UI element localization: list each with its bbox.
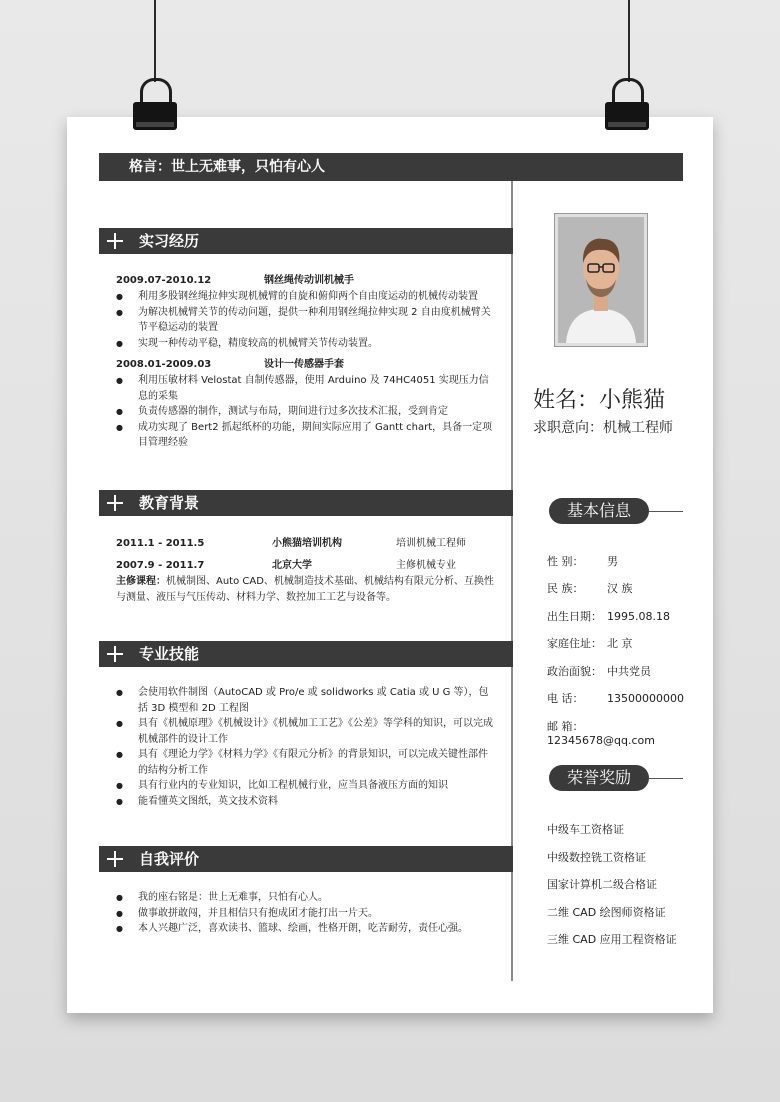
list-item: ● 利用压敏材料 Velostat 自制传感器，使用 Arduino 及 74HC4051 实现压力信息的采集 <box>116 373 496 404</box>
list-item: ● 为解决机械臂关节的传动问题，提供一种利用钢丝绳拉伸实现 2 自由度机械臂关节平稳运动的装置 <box>116 305 496 336</box>
plus-icon <box>107 851 123 867</box>
resume-paper <box>67 117 713 1013</box>
plus-icon <box>107 233 123 249</box>
info-row <box>547 692 684 706</box>
award-title: 荣誉奖励 <box>549 765 649 791</box>
award-item: 中级数控铣工资格证 <box>547 851 646 864</box>
info-row <box>547 555 618 569</box>
internship-date: 2008.01-2009.03 <box>116 359 212 370</box>
info-key: 邮 箱： <box>547 720 584 733</box>
section-header-internship <box>99 228 513 254</box>
internship-title: 钢丝绳传动训机械手 <box>264 275 354 286</box>
list-item: ● 实现一种传动平稳，精度较高的机械臂关节传动装置。 <box>116 336 496 352</box>
education-major: 培训机械工程师 <box>396 538 466 549</box>
binder-clip-left <box>133 78 177 132</box>
profile-photo <box>555 214 647 346</box>
info-value: 男 <box>607 555 618 568</box>
binder-clip-right <box>605 78 649 132</box>
info-row <box>547 720 713 748</box>
education-row <box>116 558 496 574</box>
info-value: 12345678@qq.com <box>547 734 655 747</box>
list-item: ● 本人兴趣广泛，喜欢读书、篮球、绘画，性格开朗，吃苦耐劳，责任心强。 <box>116 921 496 937</box>
internship-row <box>116 357 496 373</box>
motto-bar: 格言：世上无难事，只怕有心人 <box>99 153 683 181</box>
education-school: 小熊猫培训机构 <box>272 538 342 549</box>
internship-title: 设计一传感器手套 <box>264 359 344 370</box>
divider <box>649 778 683 779</box>
self-list <box>116 890 496 937</box>
info-row <box>547 665 651 679</box>
list-item: ● 能看懂英文图纸，英文技术资料 <box>116 794 496 810</box>
internship-date: 2009.07-2010.12 <box>116 275 212 286</box>
courses-label: 主修课程： <box>116 576 166 587</box>
education-school: 北京大学 <box>272 560 312 571</box>
section-header-self <box>99 846 513 872</box>
plus-icon <box>107 646 123 662</box>
plus-icon <box>107 495 123 511</box>
hanging-string-right <box>628 0 630 82</box>
info-key: 电 话： <box>547 692 584 705</box>
list-item: ● 成功实现了 Bert2 抓起纸杯的功能，期间实际应用了 Gantt chart，具备一定项目管理经验 <box>116 420 496 451</box>
award-item: 三维 CAD 应用工程资格证 <box>547 933 677 946</box>
list-item: ● 会使用软件制图（AutoCAD 或 Pro/e 或 solidworks 或 Catia 或 U G 等），包括 3D 模型和 2D 工程图 <box>116 685 496 716</box>
person-photo-icon <box>558 217 644 343</box>
internship-row <box>116 273 496 289</box>
info-value: 中共党员 <box>607 665 651 678</box>
list-item: ● 具有行业内的专业知识，比如工程机械行业，应当具备液压方面的知识 <box>116 778 496 794</box>
award-item: 二维 CAD 绘图师资格证 <box>547 906 666 919</box>
skills-block <box>116 685 496 809</box>
profile-name: 姓名：小熊猫 <box>533 388 666 413</box>
section-title: 专业技能 <box>139 645 200 663</box>
internship-list <box>116 373 496 451</box>
education-block <box>116 536 496 605</box>
education-date: 2007.9 - 2011.7 <box>116 560 205 571</box>
section-title: 教育背景 <box>139 494 200 512</box>
section-header-skills <box>99 641 513 667</box>
section-title: 实习经历 <box>139 232 200 250</box>
internship-list <box>116 289 496 351</box>
divider <box>649 511 683 512</box>
list-item: ● 做事敢拼敢闯，并且相信只有抱成团才能打出一片天。 <box>116 906 496 922</box>
award-item: 国家计算机二级合格证 <box>547 878 657 891</box>
list-item: ● 具有《理论力学》《材料力学》《有限元分析》的背景知识，可以完成关键性部件的结构分析工作 <box>116 747 496 778</box>
list-item: ● 我的座右铭是：世上无难事，只怕有心人。 <box>116 890 496 906</box>
info-key: 政治面貌： <box>547 665 602 678</box>
hanging-string-left <box>154 0 156 82</box>
courses-value: 机械制图、Auto CAD、机械制造技术基础、机械结构有限元分析、互换性与测量、液压与气压传动、材料力学、数控加工工艺与设备等。 <box>116 576 494 603</box>
self-block <box>116 890 496 937</box>
list-item: ● 具有《机械原理》《机械设计》《机械加工工艺》《公差》等学科的知识，可以完成机械部件的设计工作 <box>116 716 496 747</box>
education-date: 2011.1 - 2011.5 <box>116 538 205 549</box>
list-item: ● 利用多股钢丝绳拉伸实现机械臂的自旋和俯仰两个自由度运动的机械传动装置 <box>116 289 496 305</box>
basic-info-title: 基本信息 <box>549 498 649 524</box>
info-key: 民 族： <box>547 582 584 595</box>
info-row <box>547 610 670 624</box>
info-key: 出生日期： <box>547 610 602 623</box>
courses-text <box>116 574 496 605</box>
skills-list <box>116 685 496 809</box>
section-title: 自我评价 <box>139 850 200 868</box>
info-key: 家庭住址： <box>547 637 602 650</box>
education-major: 主修机械专业 <box>396 560 456 571</box>
info-value: 汉 族 <box>607 582 633 595</box>
info-value: 13500000000 <box>607 692 684 705</box>
profile-job: 求职意向：机械工程师 <box>533 420 673 436</box>
list-item: ● 负责传感器的制作，测试与布局，期间进行过多次技术汇报，受到肯定 <box>116 404 496 420</box>
info-key: 性 别： <box>547 555 584 568</box>
info-row <box>547 637 633 651</box>
info-value: 北 京 <box>607 637 633 650</box>
award-item: 中级车工资格证 <box>547 823 624 836</box>
education-row <box>116 536 496 552</box>
section-header-education <box>99 490 513 516</box>
internship-block <box>116 273 496 451</box>
info-value: 1995.08.18 <box>607 610 670 623</box>
info-row <box>547 582 633 596</box>
